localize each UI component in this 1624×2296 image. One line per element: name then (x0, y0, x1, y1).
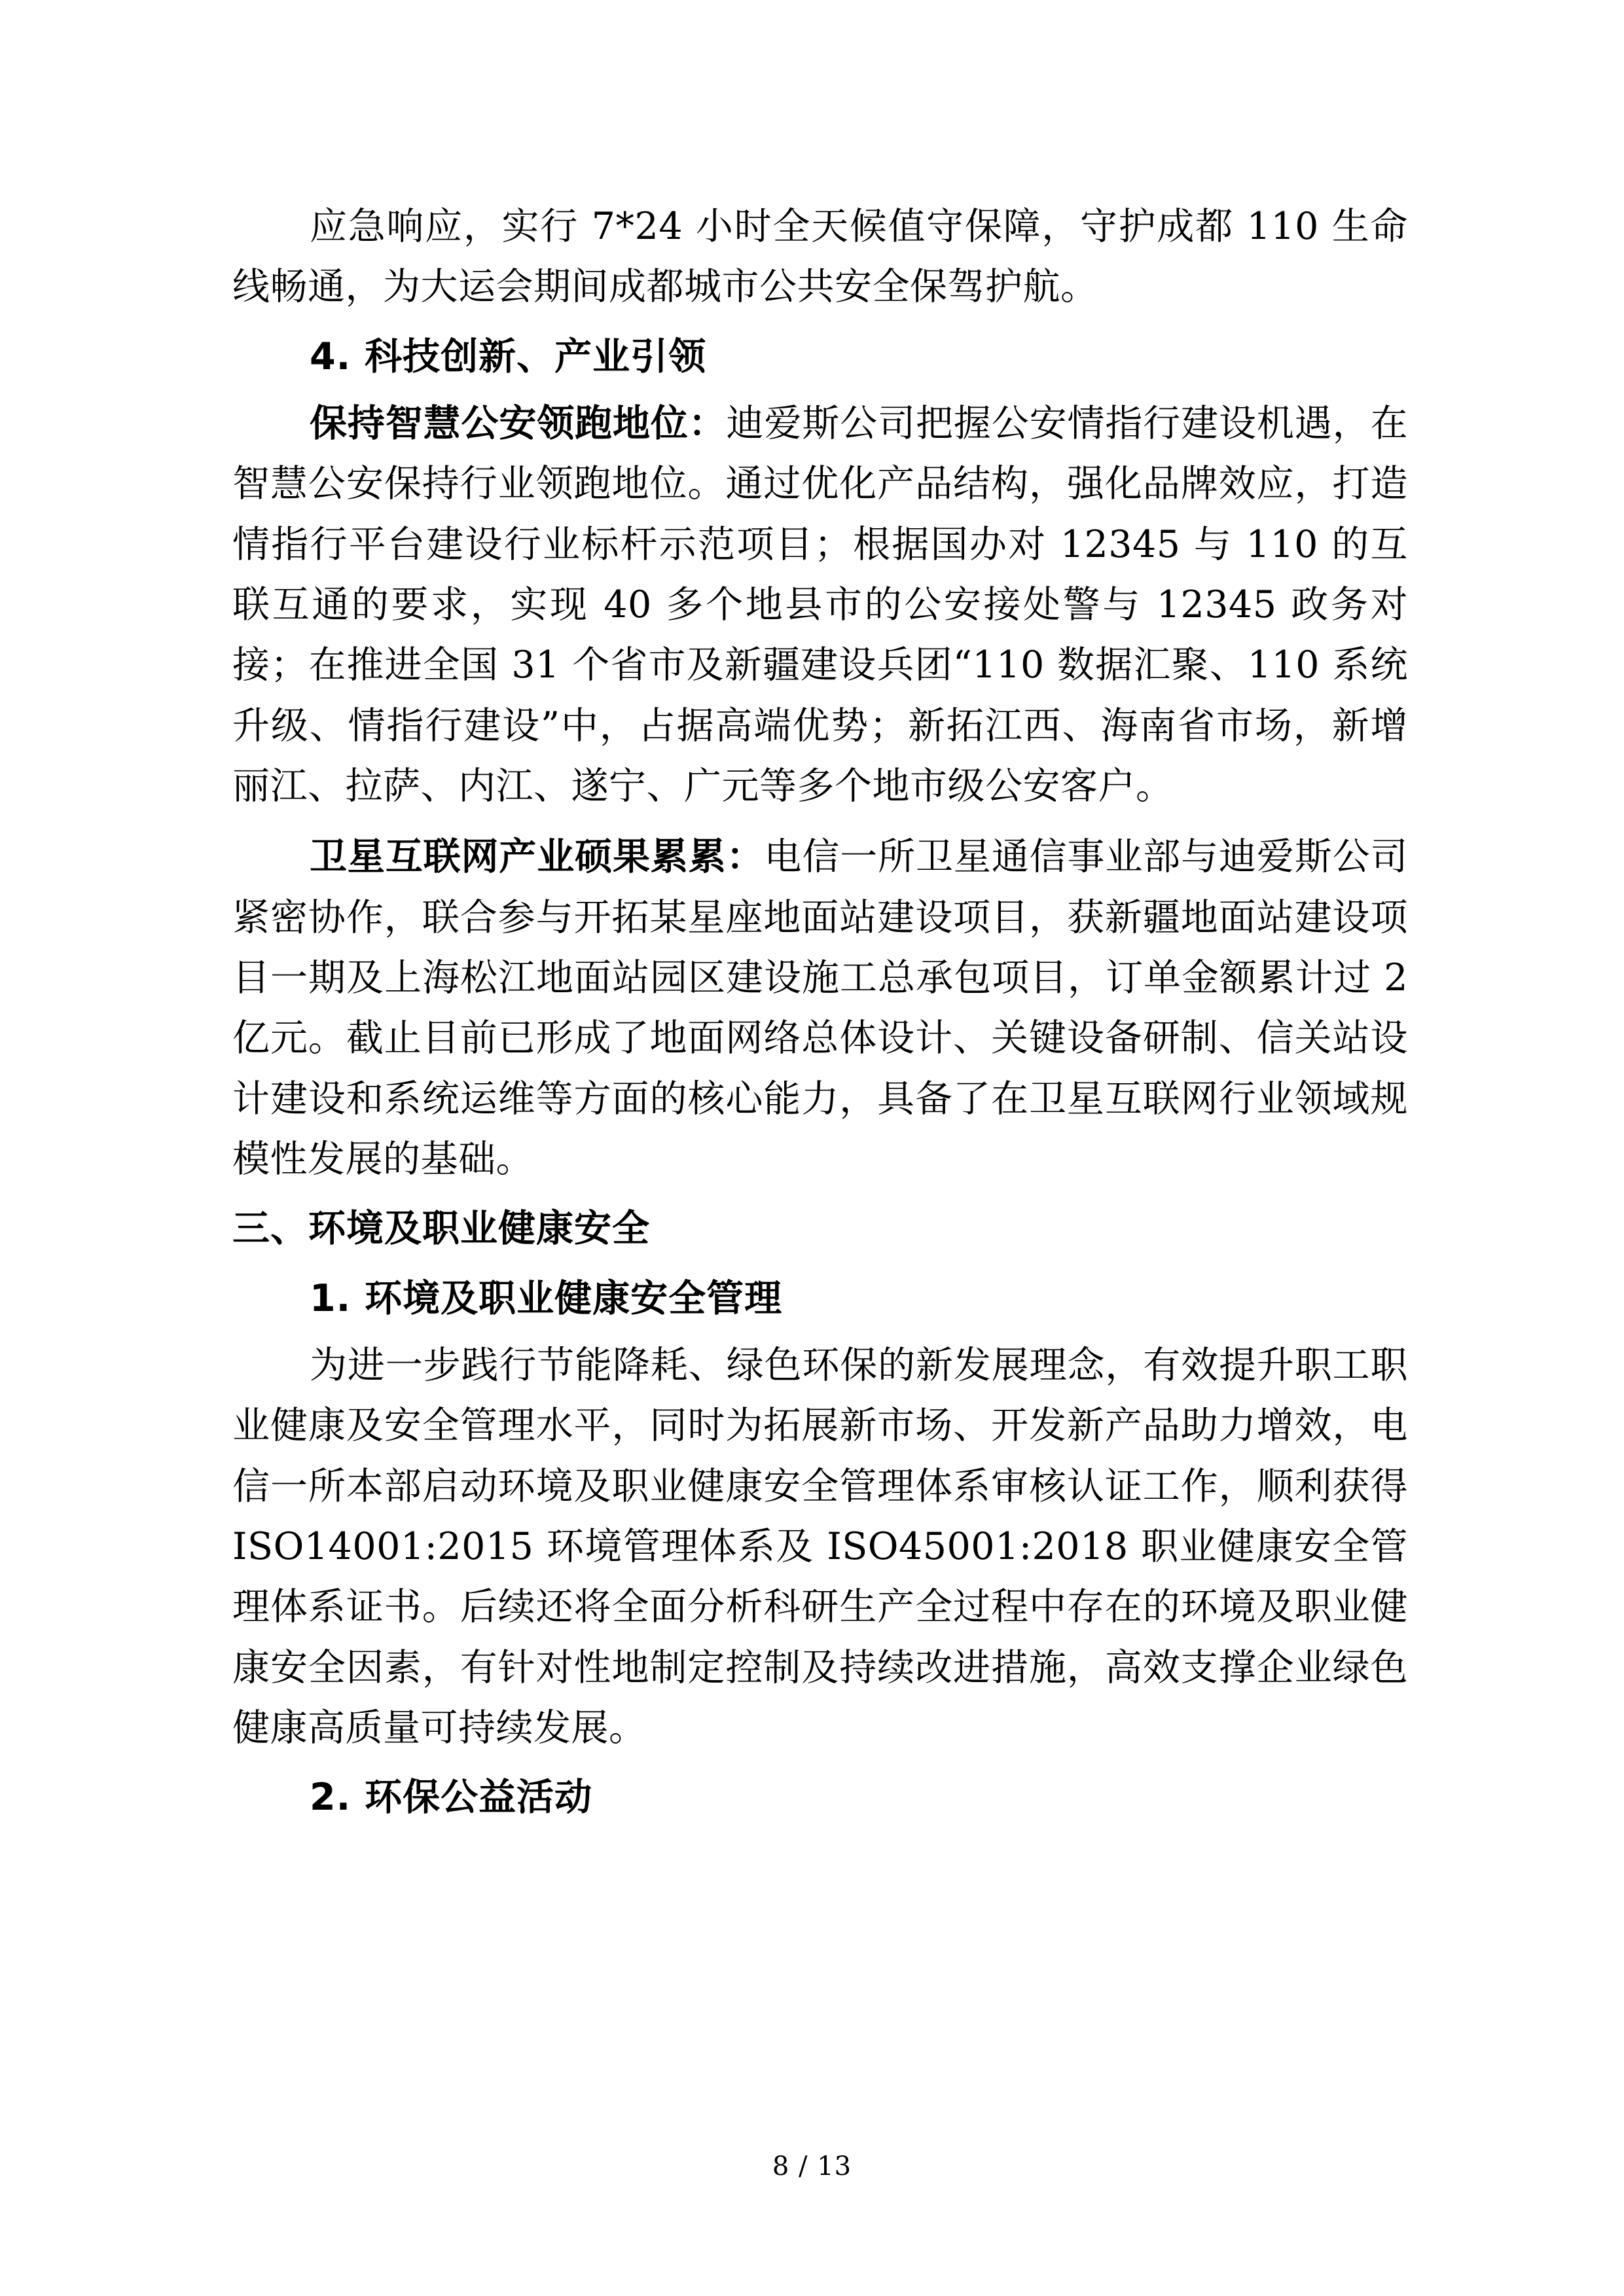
heading-tech-innovation: 4. 科技创新、产业引领 (310, 334, 707, 378)
heading-environmental-public-welfare: 2. 环保公益活动 (310, 1776, 593, 1820)
lead-smart-police: 保持智慧公安领跑地位： (310, 401, 727, 445)
page-number-footer: 8 / 13 (772, 2151, 852, 2181)
paragraph-ehs-management-body: 为进一步践行节能降耗、绿色环保的新发展理念，有效提升职工职业健康及安全管理水平，同时为拓展新市场、开发新产品助力增效，电信一所本部启动环境及职业健康安全管理体系审核认证工作，顺利获得 ISO14001:2015 环境管理体系及 ISO45001:2018 职业健康安全管理体系证书。后续还将全面分析科研生产全过程中存在的环境及职业健康安全因素，有针对性地制定控制及持续改进措施，高效支撑企业绿色健康高质量可持续发展。 (232, 1343, 1408, 1749)
lead-satellite-internet: 卫星互联网产业硕果累累： (310, 835, 765, 879)
paragraph-smart-police-text: 迪爱斯公司把握公安情指行建设机遇，在智慧公安保持行业领跑地位。通过优化产品结构，强化品牌效应，打造情指行平台建设行业标杆示范项目；根据国办对 12345 与 110 的互联互通的要求，实现 40 多个地县市的公安接处警与 12345 政务对接；在推进全国 31 个省市及新疆建设兵团“110 数据汇聚、110 系统升级、情指行建设”中，占据高端优势；新拓江西、海南省市场，新增丽江、拉萨、内江、遂宁、广元等多个地市级公安客户。 (232, 401, 1408, 808)
heading-environment-health-safety: 三、环境及职业健康安全 (232, 1207, 650, 1251)
paragraph-emergency-response: 应急响应，实行 7*24 小时全天候值守保障，守护成都 110 生命线畅通，为大运会期间成都城市公共安全保驾护航。 (232, 205, 1408, 309)
heading-ehs-management: 1. 环境及职业健康安全管理 (310, 1276, 783, 1320)
paragraph-satellite-internet (232, 827, 1408, 1189)
paragraph-smart-police (232, 393, 1408, 816)
paragraph-satellite-internet-text: 电信一所卫星通信事业部与迪爱斯公司紧密协作，联合参与开拓某星座地面站建设项目，获新疆地面站建设项目一期及上海松江地面站园区建设施工总承包项目，订单金额累计过 2 亿元。截止目前已形成了地面网络总体设计、关键设备研制、信关站设计建设和系统运维等方面的核心能力，具备了在卫星互联网行业领域规模性发展的基础。 (232, 835, 1408, 1181)
